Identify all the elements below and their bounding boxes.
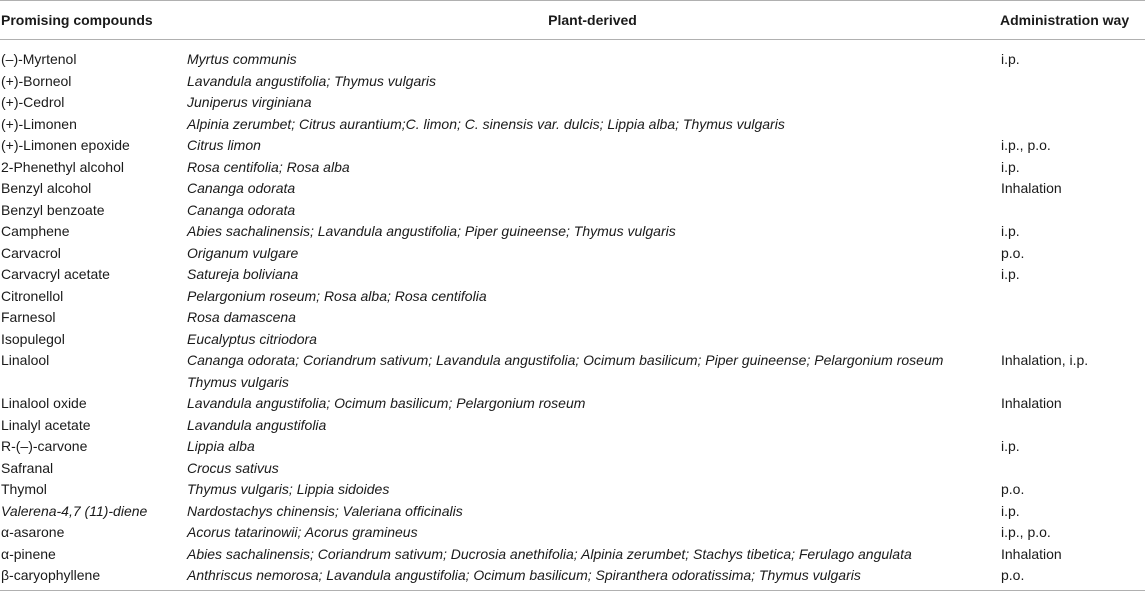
plant-derived-cell: Nardostachys chinensis; Valeriana officinalis bbox=[187, 502, 463, 519]
plant-derived-cell: Rosa centifolia; Rosa alba bbox=[187, 158, 350, 175]
compound-cell: (+)-Limonen bbox=[1, 115, 77, 132]
table-row bbox=[0, 479, 1145, 501]
administration-cell: i.p. bbox=[1001, 438, 1020, 454]
plant-derived-cell: Cananga odorata bbox=[187, 180, 296, 196]
plant-derived-cell: Cananga odorata; Coriandrum sativum; Lavandula angustifolia; Ocimum basilicum; Piper guineense; Pelargonium roseum Thymus vulgaris bbox=[187, 352, 944, 390]
header-plant-derived: Plant-derived bbox=[186, 1, 999, 40]
header-row bbox=[0, 1, 1145, 40]
table-row bbox=[0, 157, 1145, 179]
compound-cell: 2-Phenethyl alcohol bbox=[1, 158, 124, 175]
administration-cell: p.o. bbox=[1001, 481, 1025, 497]
compound-cell: Camphene bbox=[1, 223, 70, 239]
compound-cell: Farnesol bbox=[1, 309, 56, 325]
table-row bbox=[0, 393, 1145, 415]
table-row bbox=[0, 221, 1145, 243]
compound-cell: (+)-Cedrol bbox=[1, 94, 65, 110]
administration-cell bbox=[999, 71, 1145, 93]
compound-cell: (+)-Borneol bbox=[1, 72, 72, 89]
plant-derived-cell: Thymus vulgaris; Lippia sidoides bbox=[187, 481, 390, 497]
table-row bbox=[0, 114, 1145, 136]
plant-derived-cell: Satureja boliviana bbox=[187, 266, 299, 282]
administration-cell: Inhalation bbox=[1001, 545, 1062, 562]
plant-derived-cell: Lippia alba bbox=[187, 438, 255, 454]
compound-cell: Carvacrol bbox=[1, 244, 61, 261]
administration-cell bbox=[999, 329, 1145, 351]
table-row bbox=[0, 544, 1145, 566]
plant-derived-cell: Origanum vulgare bbox=[187, 244, 299, 261]
table-row bbox=[0, 501, 1145, 523]
compound-cell: Carvacryl acetate bbox=[1, 266, 110, 282]
administration-cell bbox=[999, 286, 1145, 308]
plant-derived-cell: Pelargonium roseum; Rosa alba; Rosa centifolia bbox=[187, 287, 487, 304]
table-row bbox=[0, 436, 1145, 458]
compound-cell: Linalyl acetate bbox=[1, 416, 91, 433]
compound-cell: Citronellol bbox=[1, 287, 64, 304]
plant-derived-cell: Lavandula angustifolia; Thymus vulgaris bbox=[187, 72, 437, 89]
plant-derived-cell: Myrtus communis bbox=[187, 51, 297, 67]
table-header bbox=[0, 1, 1145, 40]
table-row bbox=[0, 40, 1145, 71]
plant-derived-cell: Alpinia zerumbet; Citrus aurantium;C. limon; C. sinensis var. dulcis; Lippia alba; Thymus vulgaris bbox=[187, 115, 785, 132]
plant-derived-cell: Juniperus virginiana bbox=[187, 94, 312, 110]
plant-derived-cell: Lavandula angustifolia; Ocimum basilicum; Pelargonium roseum bbox=[187, 395, 586, 411]
administration-cell: i.p., p.o. bbox=[1001, 524, 1051, 540]
compound-cell: Isopulegol bbox=[1, 330, 65, 347]
compound-cell: Benzyl alcohol bbox=[1, 180, 92, 196]
administration-cell: i.p. bbox=[1001, 158, 1020, 175]
administration-cell: p.o. bbox=[1001, 244, 1025, 261]
compound-cell: Benzyl benzoate bbox=[1, 201, 105, 218]
plant-derived-cell: Citrus limon bbox=[187, 137, 261, 153]
plant-derived-cell: Lavandula angustifolia bbox=[187, 416, 327, 433]
plant-derived-cell: Abies sachalinensis; Coriandrum sativum; Ducrosia anethifolia; Alpinia zerumbet; Stachys tibetica; Ferulago angulata bbox=[187, 545, 912, 562]
header-administration-way: Administration way bbox=[999, 1, 1145, 40]
plant-derived-cell: Abies sachalinensis; Lavandula angustifolia; Piper guineense; Thymus vulgaris bbox=[187, 223, 676, 239]
administration-cell bbox=[999, 458, 1145, 480]
administration-cell: i.p. bbox=[1001, 266, 1020, 282]
administration-cell: i.p., p.o. bbox=[1001, 137, 1051, 153]
administration-cell bbox=[999, 92, 1145, 114]
table-row bbox=[0, 350, 1145, 393]
compound-cell: Linalool bbox=[1, 352, 50, 368]
compound-cell: (+)-Limonen epoxide bbox=[1, 137, 130, 153]
plant-derived-cell: Cananga odorata bbox=[187, 201, 296, 218]
administration-cell bbox=[999, 200, 1145, 222]
administration-cell: Inhalation bbox=[1001, 180, 1062, 196]
compound-cell: (–)-Myrtenol bbox=[1, 51, 77, 67]
administration-cell bbox=[999, 307, 1145, 329]
plant-derived-cell: Crocus sativus bbox=[187, 459, 279, 476]
administration-cell bbox=[999, 114, 1145, 136]
compound-cell: β-caryophyllene bbox=[0, 565, 186, 590]
table-body bbox=[0, 40, 1145, 591]
table-row bbox=[0, 565, 1145, 590]
administration-cell: p.o. bbox=[999, 565, 1145, 590]
table-row bbox=[0, 329, 1145, 351]
table-row bbox=[0, 286, 1145, 308]
table-row bbox=[0, 92, 1145, 114]
compound-cell: α-asarone bbox=[1, 524, 65, 540]
administration-cell: i.p. bbox=[1001, 502, 1020, 519]
table-row bbox=[0, 243, 1145, 265]
plant-derived-cell: Eucalyptus citriodora bbox=[187, 330, 317, 347]
administration-cell: i.p. bbox=[1001, 51, 1020, 67]
administration-cell: i.p. bbox=[1001, 223, 1020, 239]
table-row bbox=[0, 264, 1145, 286]
table-row bbox=[0, 178, 1145, 200]
table-row bbox=[0, 522, 1145, 544]
compound-cell: α-pinene bbox=[1, 545, 56, 562]
compound-cell: Thymol bbox=[1, 481, 47, 497]
compound-cell: R-(–)-carvone bbox=[1, 438, 88, 454]
table-row bbox=[0, 415, 1145, 437]
table-row bbox=[0, 71, 1145, 93]
table-row bbox=[0, 458, 1145, 480]
table-row bbox=[0, 307, 1145, 329]
compound-cell: Safranal bbox=[1, 459, 54, 476]
administration-cell: Inhalation, i.p. bbox=[1001, 352, 1089, 368]
table-row bbox=[0, 200, 1145, 222]
compound-cell: Valerena-4,7 (11)-diene bbox=[1, 502, 148, 519]
administration-cell bbox=[999, 415, 1145, 437]
table-row bbox=[0, 135, 1145, 157]
plant-derived-cell: Acorus tatarinowii; Acorus gramineus bbox=[187, 524, 418, 540]
plant-derived-cell: Rosa damascena bbox=[187, 309, 296, 325]
compound-cell: Linalool oxide bbox=[1, 395, 87, 411]
plant-derived-cell: Anthriscus nemorosa; Lavandula angustifolia; Ocimum basilicum; Spiranthera odoratissima; Thymus vulgaris bbox=[186, 565, 999, 590]
administration-cell: Inhalation bbox=[1001, 395, 1062, 411]
header-compounds: Promising compounds bbox=[0, 1, 186, 40]
